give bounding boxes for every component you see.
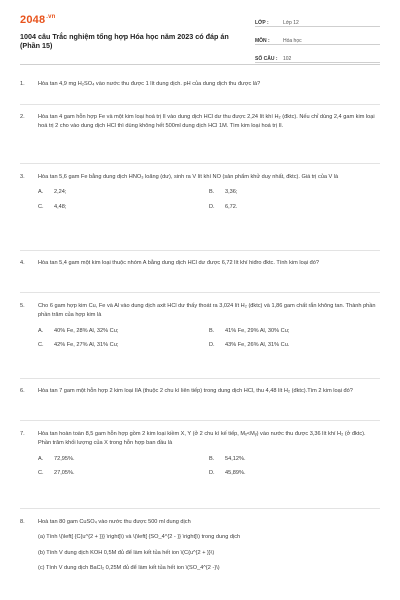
question-number: 8.: [20, 519, 25, 525]
document-meta: [255, 14, 380, 68]
option-letter: D.: [209, 203, 215, 210]
answer-option-a[interactable]: [38, 327, 209, 336]
option-letter: C.: [38, 203, 44, 210]
answer-options: [38, 188, 380, 217]
option-letter: B.: [209, 455, 215, 462]
question-divider: [20, 378, 380, 379]
question-text: Hòa tan 5,4 gam một kim loại thuộc nhóm A bằng dung dịch HCl dư được 6,72 lít khí hiđro đktc. Tính kim loại đó?: [38, 260, 319, 266]
question-text: Hòa tan 4,9 mg H₂SO₄ vào nước thu được 1 lít dung dịch. pH của dung dịch thu được là?: [38, 81, 261, 87]
question-text: Hòa tan 4 gam hỗn hợp Fe và một kim loại hoá trị II vào dung dịch HCl dư thu được 2,24 lít khí H₂ (đktc). Nếu chỉ dùng 2,4 gam kim loại hoá trị 2 cho vào dung dịch HCl thì dùng không hết 500ml dung dịch HCl 1M. Tìm kim loại hoá trị II.: [38, 114, 375, 130]
option-text: 40% Fe, 28% Al, 32% Cu;: [54, 327, 119, 334]
option-letter: C.: [38, 470, 44, 477]
answer-option-c[interactable]: [38, 469, 209, 478]
option-text: 45,89%.: [225, 470, 246, 477]
meta-row-class: [255, 14, 380, 27]
meta-value: Hóa học: [283, 38, 302, 44]
question-2: [20, 113, 380, 132]
question-number: 4.: [20, 260, 25, 266]
meta-label: SỐ CÂU :: [255, 56, 278, 62]
answer-option-c[interactable]: [38, 203, 209, 212]
answer-options: [38, 327, 380, 356]
option-text: 72,95%.: [54, 455, 75, 462]
option-text: 43% Fe, 26% Al, 31% Cu.: [225, 342, 290, 349]
meta-label: LỚP :: [255, 20, 269, 26]
question-text: Cho 6 gam hợp kim Cu, Fe và Al vào dung dịch axit HCl dư thấy thoát ra 3,024 lít H₂ (đktc) và 1,86 gam chất rắn không tan. Thành phần phần trăm của hợp kim là: [38, 303, 376, 319]
answer-option-a[interactable]: [38, 455, 209, 464]
answer-option-b[interactable]: [209, 188, 380, 197]
question-4: [20, 259, 380, 268]
option-text: 3,36;: [225, 189, 238, 196]
meta-value: Lớp 12: [283, 20, 299, 26]
question-3: [20, 173, 380, 217]
option-letter: B.: [209, 189, 215, 196]
answer-option-b[interactable]: [209, 455, 380, 464]
option-text: 2,24;: [54, 189, 67, 196]
header-divider: [20, 64, 380, 65]
question-8: [20, 518, 380, 574]
question-divider: [20, 508, 380, 509]
answer-option-b[interactable]: [209, 327, 380, 336]
option-letter: C.: [38, 342, 44, 349]
question-number: 7.: [20, 431, 25, 437]
answer-option-d[interactable]: [209, 341, 380, 350]
question-5: [20, 302, 380, 356]
question-text: Hoà tan 80 gam CuSO₄ vào nước thu được 500 ml dung dịch: [38, 519, 191, 525]
answer-option-a[interactable]: [38, 188, 209, 197]
question-number: 5.: [20, 303, 25, 309]
question-6: [20, 387, 380, 396]
option-text: 6,72.: [225, 203, 238, 210]
question-number: 2.: [20, 114, 25, 120]
question-divider: [20, 104, 380, 105]
question-7: [20, 430, 380, 484]
question-number: 3.: [20, 174, 25, 180]
meta-value: 102: [283, 56, 292, 62]
sub-question-c: (c) Tính V dung dịch BaCl₂ 0,25M đủ để làm kết tủa hết ion \(SO_4^{2 -}\): [38, 565, 220, 572]
meta-row-count: [255, 50, 380, 63]
question-divider: [20, 163, 380, 164]
answer-option-c[interactable]: [38, 341, 209, 350]
option-text: 41% Fe, 29% Al, 30% Cu;: [225, 327, 290, 334]
option-text: 27,05%.: [54, 470, 75, 477]
answer-options: [38, 455, 380, 484]
document-title: 1004 câu Trắc nghiệm tổng hợp Hóa học năm 2023 có đáp án (Phần 15): [20, 32, 229, 50]
meta-row-subject: [255, 32, 380, 45]
sub-question-b: (b) Tính V dung dịch KOH 0,5M đủ để làm kết tủa hết ion \(C{u^{2 + }}\): [38, 549, 215, 556]
question-number: 6.: [20, 388, 25, 394]
meta-label: MÔN :: [255, 38, 270, 44]
answer-option-d[interactable]: [209, 469, 380, 478]
question-divider: [20, 250, 380, 251]
option-letter: D.: [209, 342, 215, 349]
option-letter: D.: [209, 470, 215, 477]
question-divider: [20, 292, 380, 293]
question-text: Hòa tan 7 gam một hỗn hợp 2 kim loại IIA (thuộc 2 chu kì liên tiếp) trong dung dịch HCl, thu 4,48 lít H₂ (đktc).Tìm 2 kim loại đó?: [38, 388, 353, 394]
option-letter: B.: [209, 327, 215, 334]
document-header: [20, 14, 380, 60]
option-letter: A.: [38, 189, 44, 196]
question-1: [20, 80, 380, 89]
brand-name: 2048: [20, 14, 46, 26]
sub-question-a: (a) Tính \(\left[ {C{u^{2 + }}} \right]\) và \(\left[ {SO_4^{2 - }} \right]\) trong dung dịch: [38, 534, 241, 541]
option-text: 42% Fe, 27% Al, 31% Cu;: [54, 342, 119, 349]
question-divider: [20, 420, 380, 421]
question-text: Hòa tan hoàn toàn 8,5 gam hỗn hợp gồm 2 kim loại kiềm X, Y (ở 2 chu kì kế tiếp, Mₓ<Mᵧ) vào nước thu được 3,36 lít khí H₂ (ở đktc). Phần trăm khối lượng của X trong hỗn hợp ban đầu là: [38, 431, 366, 447]
brand-suffix: .vn: [46, 14, 56, 20]
option-text: 4,48;: [54, 203, 67, 210]
answer-option-d[interactable]: [209, 203, 380, 212]
option-letter: A.: [38, 327, 44, 334]
question-number: 1.: [20, 81, 25, 87]
option-text: 54,12%.: [225, 455, 246, 462]
option-letter: A.: [38, 455, 44, 462]
question-text: Hòa tan 5,6 gam Fe bằng dung dịch HNO₃ loãng (dư), sinh ra V lít khí NO (sản phẩm khử duy nhất, đktc). Giá trị của V là: [38, 174, 339, 180]
site-logo[interactable]: [20, 14, 56, 26]
